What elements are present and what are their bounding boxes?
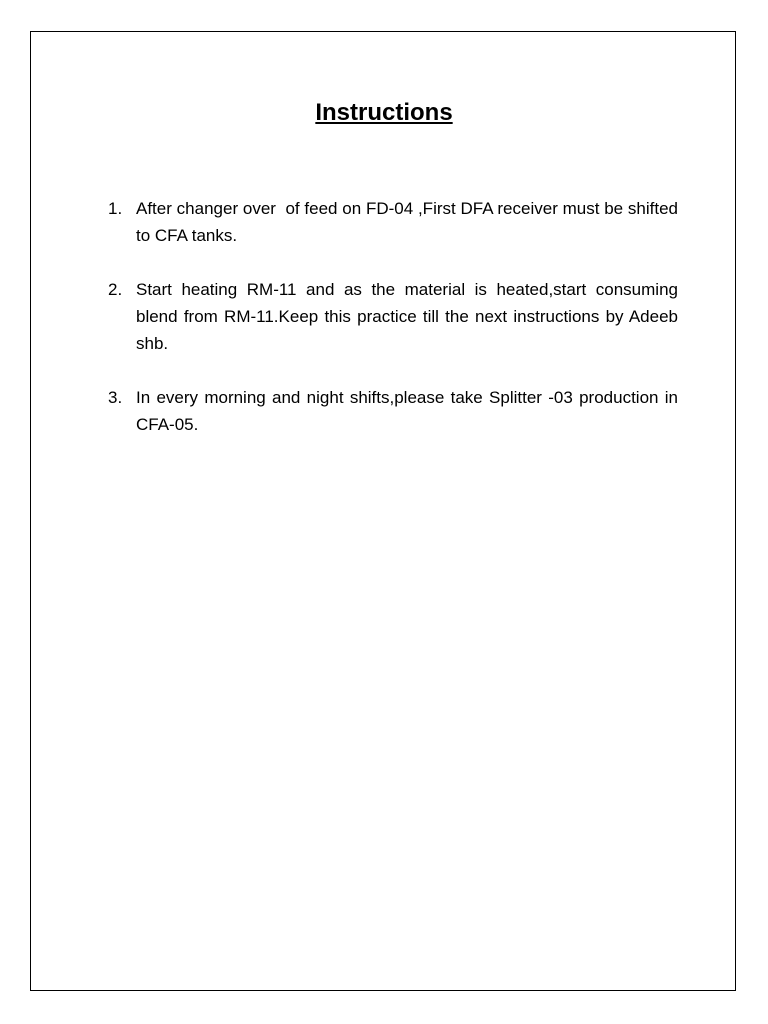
list-item-number: 2.: [108, 280, 123, 299]
list-item: [108, 195, 683, 249]
list-item-text: After changer over of feed on FD-04 ,First DFA receiver must be shifted to CFA tanks.: [136, 199, 683, 245]
list-item: [108, 276, 678, 357]
list-item-number: 3.: [108, 388, 123, 407]
list-item-number: 1.: [108, 199, 123, 218]
page-border: [30, 31, 736, 991]
list-item-text: In every morning and night shifts,please take Splitter -03 production in CFA-05.: [136, 388, 678, 434]
list-item-text: Start heating RM-11 and as the material is heated,start consuming blend from RM-11.Keep this practice till the next instructions by Adeeb shb.: [136, 280, 678, 353]
list-item: [108, 384, 678, 438]
instruction-list: [108, 195, 683, 465]
page-title: Instructions: [315, 99, 453, 126]
